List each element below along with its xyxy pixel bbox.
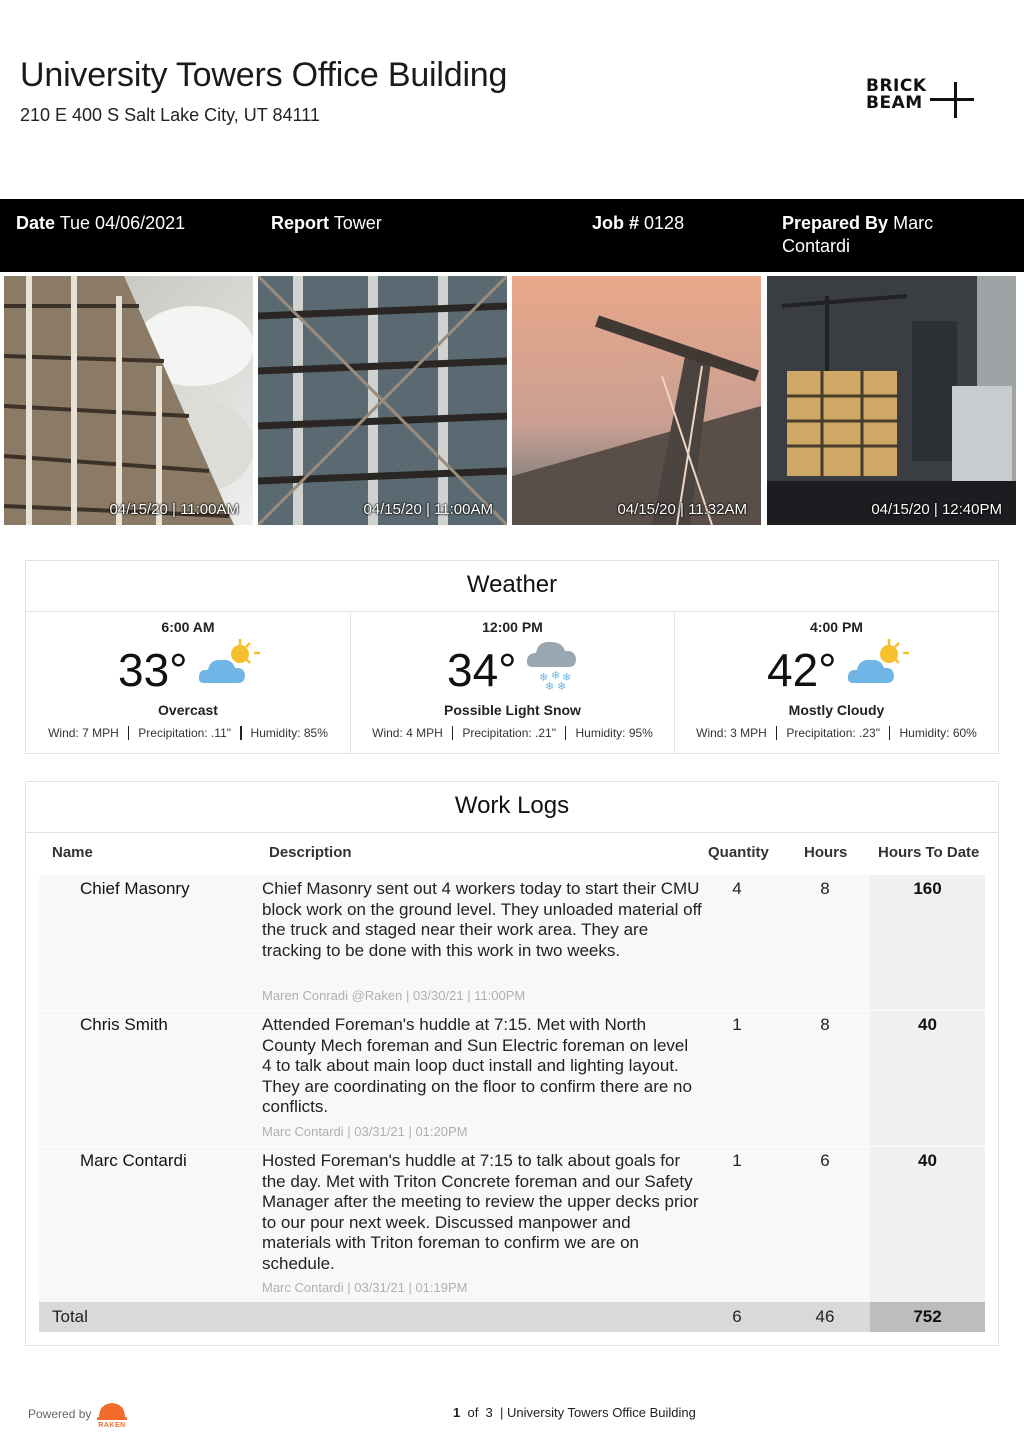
total-quantity: 6 — [732, 1307, 742, 1326]
divider — [776, 726, 778, 740]
photo-timestamp: 04/15/20 | 11:00AM — [109, 501, 239, 518]
weather-details — [675, 726, 998, 740]
precipitation-value: Precipitation: .21" — [462, 726, 556, 740]
log-hours-to-date: 40 — [918, 1015, 937, 1034]
page-title: University Towers Office Building — [20, 56, 508, 94]
photo-timestamp: 04/15/20 | 11:00AM — [363, 501, 493, 518]
job-value: 0128 — [644, 213, 685, 233]
logo-line-2: BEAM — [866, 93, 923, 113]
log-description: Attended Foreman's huddle at 7:15. Met with North County Mech foreman and Sun Electric foreman on level 4 to talk about main loop duct install and lighting layout. They are coordinating on the floor to confirm there are no conflicts. — [262, 1015, 692, 1117]
date-label: Date — [16, 213, 56, 233]
log-name: Marc Contardi — [80, 1151, 187, 1170]
construction-photo-icon — [4, 276, 253, 525]
weather-slot — [674, 613, 998, 753]
weather-panel — [25, 560, 999, 754]
weather-time: 12:00 PM — [482, 619, 543, 635]
date-field — [16, 212, 185, 235]
weather-condition: Possible Light Snow — [444, 702, 581, 718]
column-header-description: Description — [269, 844, 352, 861]
total-row — [39, 1302, 985, 1332]
log-hours: 8 — [820, 1015, 830, 1034]
table-row — [39, 875, 985, 1010]
total-hours: 46 — [815, 1307, 835, 1326]
precipitation-value: Precipitation: .11" — [138, 726, 232, 740]
divider — [452, 726, 454, 740]
weather-condition: Overcast — [158, 702, 218, 718]
weather-details — [351, 726, 674, 740]
logo-cross-horizontal — [930, 98, 974, 101]
prepared-value: Marc Contardi — [782, 213, 934, 256]
svg-text:❄: ❄ — [562, 671, 572, 684]
divider — [128, 726, 130, 740]
weather-time: 6:00 AM — [161, 619, 215, 635]
photo-tile[interactable] — [4, 276, 253, 525]
raken-logo — [96, 1398, 128, 1432]
construction-photo-icon — [512, 276, 761, 525]
report-label: Report — [271, 213, 329, 233]
log-description: Hosted Foreman's huddle at 7:15 to talk about goals for the day. Met with Triton Concrete foreman and our Safety Manager after the meeting to review the upper decks prior to our pour next week. Discussed manpower and materials with Triton foreman to confirm we are on schedule. — [262, 1151, 699, 1273]
report-info-bar — [0, 199, 1024, 272]
wind-value: Wind: 7 MPH — [48, 726, 119, 740]
construction-photo-icon — [258, 276, 507, 525]
raken-brand: RAKEN — [98, 1422, 126, 1429]
wind-value: Wind: 4 MPH — [372, 726, 443, 740]
partly-sunny-icon — [196, 637, 262, 687]
log-name: Chief Masonry — [80, 879, 190, 898]
weather-temperature: 42° — [767, 644, 837, 696]
weather-time: 4:00 PM — [810, 619, 863, 635]
page-total: 3 — [485, 1405, 493, 1420]
page-current: 1 — [453, 1405, 461, 1420]
photo-tile[interactable] — [512, 276, 761, 525]
humidity-value: Humidity: 60% — [899, 726, 977, 740]
log-meta: Marc Contardi | 03/31/21 | 01:20PM — [262, 1124, 468, 1139]
partly-sunny-icon — [845, 637, 911, 687]
table-row — [39, 1147, 985, 1302]
precipitation-value: Precipitation: .23" — [786, 726, 880, 740]
log-quantity: 1 — [732, 1151, 742, 1170]
job-field — [592, 212, 684, 235]
photo-tile[interactable] — [767, 276, 1016, 525]
wind-value: Wind: 3 MPH — [696, 726, 767, 740]
divider — [889, 726, 891, 740]
log-meta: Maren Conradi @Raken | 03/30/21 | 11:00PM — [262, 988, 526, 1003]
report-field — [271, 212, 382, 235]
weather-title: Weather — [26, 561, 998, 612]
photo-timestamp: 04/15/20 | 12:40PM — [871, 501, 1002, 518]
weather-details — [26, 726, 350, 740]
project-address: 210 E 400 S Salt Lake City, UT 84111 — [20, 105, 320, 125]
column-header-hours: Hours — [804, 844, 848, 861]
page-of: of — [467, 1405, 479, 1420]
humidity-value: Humidity: 85% — [250, 726, 328, 740]
total-label: Total — [52, 1307, 88, 1326]
svg-text:❄: ❄ — [539, 671, 549, 684]
footer-document-title: | University Towers Office Building — [500, 1405, 696, 1420]
weather-condition: Mostly Cloudy — [788, 702, 885, 718]
weather-slot — [26, 613, 350, 753]
weather-slot — [350, 613, 674, 753]
log-meta: Marc Contardi | 03/31/21 | 01:19PM — [262, 1280, 468, 1295]
log-name: Chris Smith — [80, 1015, 168, 1034]
report-value: Tower — [333, 213, 382, 233]
page-indicator — [453, 1405, 696, 1420]
prepared-label: Prepared By — [782, 213, 889, 233]
weather-temperature: 34° — [447, 644, 517, 696]
weather-temperature: 33° — [118, 644, 188, 696]
brick-beam-logo — [866, 78, 976, 124]
log-hours: 8 — [820, 879, 830, 898]
svg-text:❄: ❄ — [545, 680, 555, 691]
job-label: Job # — [592, 213, 640, 233]
log-description: Chief Masonry sent out 4 workers today to start their CMU block work on the ground level. They unloaded material off the truck and staged near their work area. They are tracking to be done with this work in two weeks. — [262, 879, 702, 960]
svg-text:❄: ❄ — [557, 680, 567, 691]
photo-timestamp: 04/15/20 | 11:32AM — [617, 501, 747, 518]
page-footer — [0, 1396, 1024, 1436]
log-hours: 6 — [820, 1151, 830, 1170]
powered-by-label: Powered by — [28, 1407, 92, 1421]
divider — [240, 726, 242, 740]
logo-line-1: BRICK — [866, 76, 927, 96]
log-quantity: 1 — [732, 1015, 742, 1034]
work-logs-panel — [25, 781, 999, 1346]
total-hours-to-date: 752 — [913, 1307, 942, 1326]
log-quantity: 4 — [732, 879, 742, 898]
work-logs-title: Work Logs — [26, 782, 998, 833]
column-header-hours-to-date: Hours To Date — [878, 844, 980, 861]
column-header-quantity: Quantity — [708, 844, 769, 861]
column-header-name: Name — [52, 844, 93, 861]
photo-tile[interactable] — [258, 276, 507, 525]
date-value: Tue 04/06/2021 — [59, 213, 186, 233]
report-header — [20, 56, 507, 126]
construction-photo-icon — [767, 276, 1016, 525]
svg-text:❄: ❄ — [551, 669, 561, 682]
divider — [565, 726, 567, 740]
prepared-by-field — [782, 212, 1002, 258]
humidity-value: Humidity: 95% — [575, 726, 653, 740]
table-row — [39, 1011, 985, 1146]
log-hours-to-date: 160 — [913, 879, 942, 898]
photo-gallery — [4, 276, 1020, 526]
hard-hat-icon — [96, 1398, 128, 1422]
log-hours-to-date: 40 — [918, 1151, 937, 1170]
snow-cloud-icon — [525, 637, 585, 691]
